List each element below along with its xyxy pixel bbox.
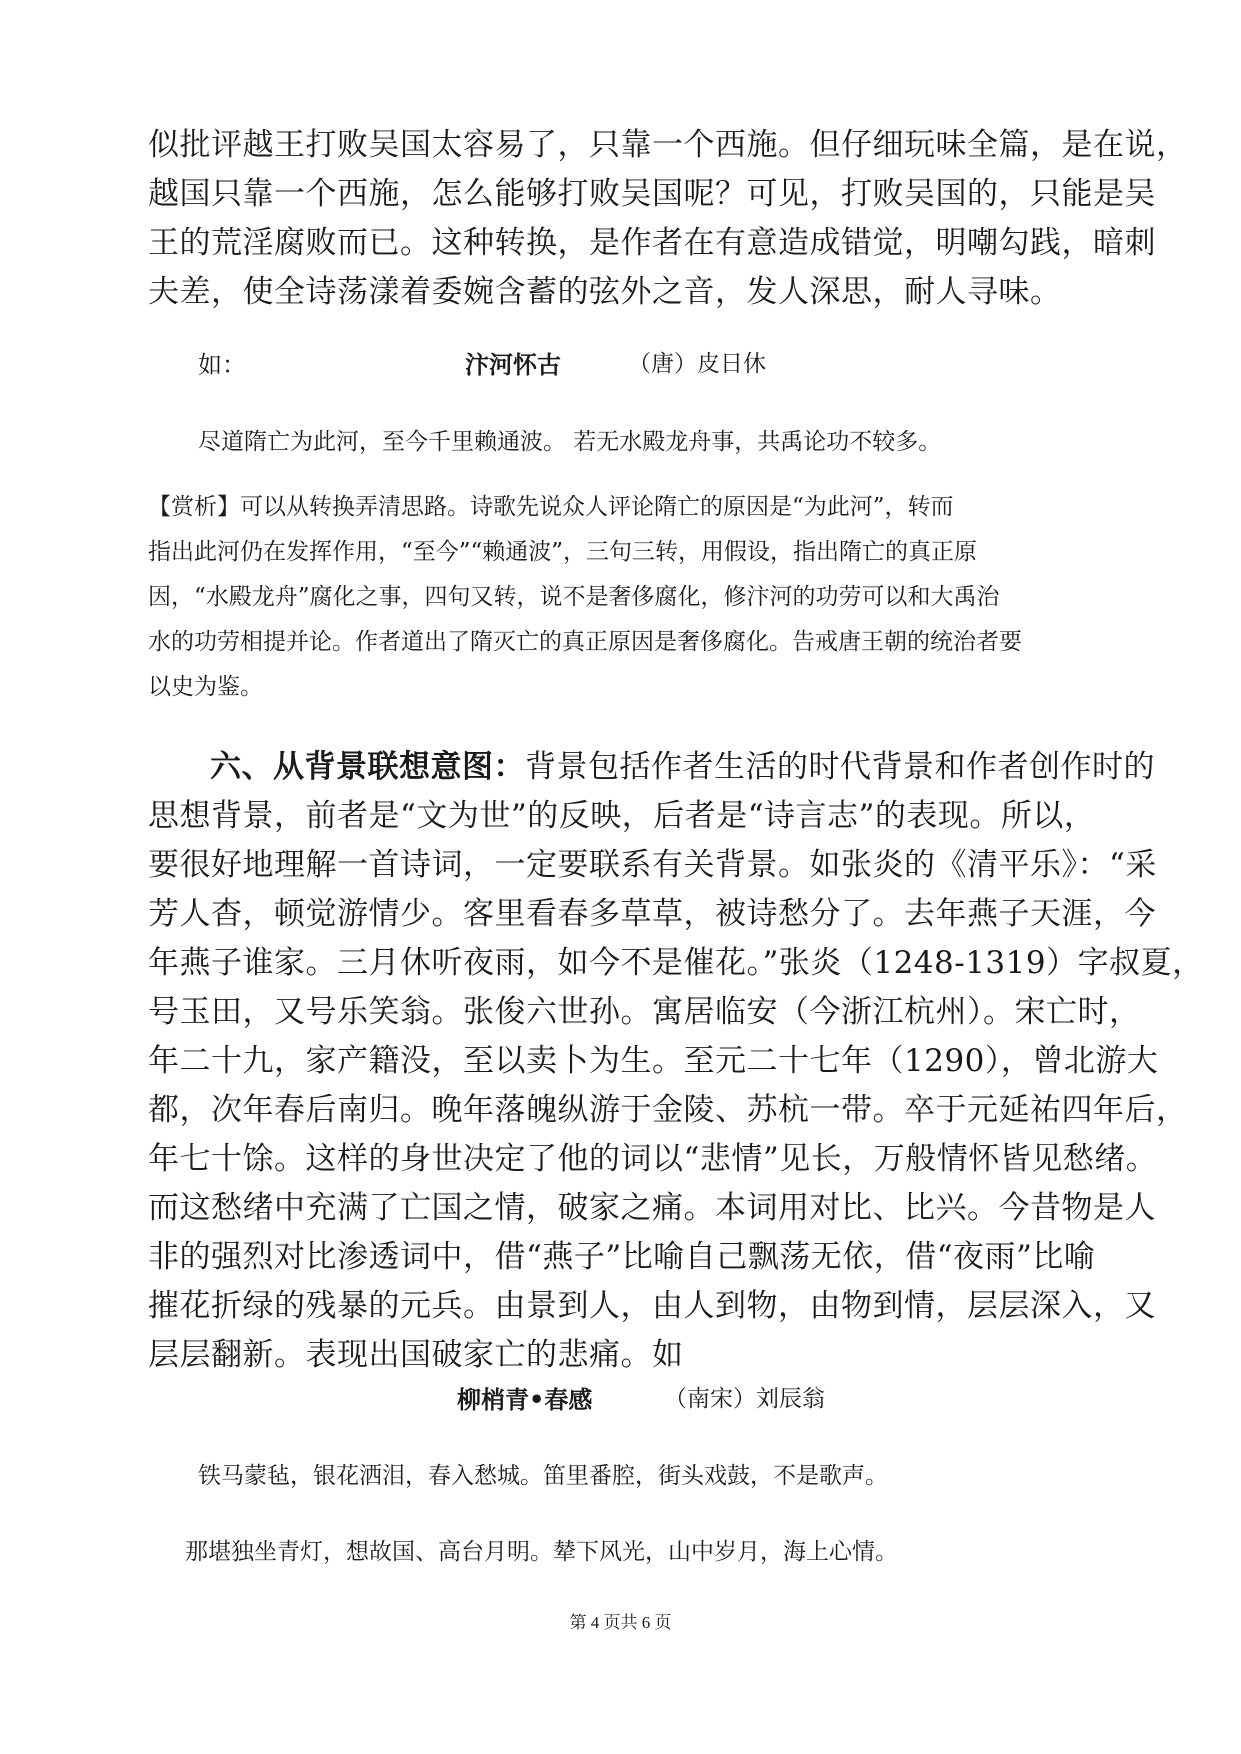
analysis-paragraph xyxy=(148,485,1108,710)
section-heading: 六、从背景联想意图： xyxy=(210,749,525,785)
analysis-text: 可以从转换弄清思路。诗歌先说众人评论隋亡的原因是“为此河”，转而 xyxy=(240,494,954,520)
analysis-line xyxy=(148,485,1108,530)
section-line: 年燕子谁家。三月休听夜雨，如今不是催花。”张炎（1248-1319）字叔夏， xyxy=(148,945,1204,981)
poem-text: 铁马蒙毡，银花洒泪，春入愁城。笛里番腔，街头戏鼓，不是歌声。 xyxy=(198,1463,888,1489)
example-prefix: 如： xyxy=(198,351,246,379)
analysis-line: 水的功劳相提并论。作者道出了隋灭亡的真正原因是奢侈腐化。告戒唐王朝的统治者要 xyxy=(148,629,1022,655)
analysis-line: 以史为鉴。 xyxy=(148,674,263,700)
page-number-footer: 第 4 页共 6 页 xyxy=(569,1613,672,1632)
poem-author: （唐）皮日休 xyxy=(628,351,766,377)
poem-text: 那堪独坐青灯，想故国、高台月明。辇下风光，山中岁月，海上心情。 xyxy=(185,1539,898,1565)
intro-line: 越国只靠一个西施，怎么能够打败吴国呢？可见，打败吴国的，只能是吴 xyxy=(148,176,1156,212)
section-six xyxy=(148,743,1204,1380)
analysis-line: 指出此河仍在发挥作用，“至今”“赖通波”，三句三转，用假设，指出隋亡的真正原 xyxy=(148,539,978,565)
section-line: 而这愁绪中充满了亡国之情，破家之痛。本词用对比、比兴。今昔物是人 xyxy=(148,1190,1156,1226)
section-line: 层层翻新。表现出国破家亡的悲痛。如 xyxy=(148,1337,684,1373)
poem-author: （南宋）刘辰翁 xyxy=(664,1386,825,1412)
section-line: 摧花折绿的残暴的元兵。由景到人，由人到物，由物到情，层层深入，又 xyxy=(148,1288,1156,1324)
poem-text: 尽道隋亡为此河，至今千里赖通波。 若无水殿龙舟事，共禹论功不较多。 xyxy=(198,429,942,455)
section-line: 号玉田，又号乐笑翁。张俊六世孙。寓居临安（今浙江杭州）。宋亡时， xyxy=(148,994,1141,1030)
section-line: 非的强烈对比渗透词中，借“燕子”比喻自己飘荡无依，借“夜雨”比喻 xyxy=(148,1239,1096,1275)
analysis-label: 【赏析】 xyxy=(148,494,240,520)
section-line: 年七十馀。这样的身世决定了他的词以“悲情”见长，万般情怀皆见愁绪。 xyxy=(148,1141,1158,1177)
section-line: 年二十九，家产籍没，至以卖卜为生。至元二十七年（1290），曾北游大 xyxy=(148,1043,1159,1079)
section-six-text: 背景包括作者生活的时代背景和作者创作时的 xyxy=(525,749,1155,785)
section-line: 芳人杳，顿觉游情少。客里看春多草草，被诗愁分了。去年燕子天涯，今 xyxy=(148,896,1156,932)
section-line: 思想背景，前者是“文为世”的反映，后者是“诗言志”的表现。所以， xyxy=(148,798,1096,834)
intro-line: 王的荒淫腐败而已。这种转换，是作者在有意造成错觉，明嘲勾践，暗刺 xyxy=(148,225,1156,261)
intro-line: 似批评越王打败吴国太容易了，只靠一个西施。但仔细玩味全篇，是在说， xyxy=(148,127,1188,163)
section-line: 都，次年春后南归。晚年落魄纵游于金陵、苏杭一带。卒于元延祐四年后， xyxy=(148,1092,1188,1128)
intro-paragraph xyxy=(148,121,1188,317)
intro-line: 夫差，使全诗荡漾着委婉含蓄的弦外之音，发人深思，耐人寻味。 xyxy=(148,274,1062,310)
section-six-first-line xyxy=(148,743,1155,792)
section-line: 要很好地理解一首诗词，一定要联系有关背景。如张炎的《清平乐》：“采 xyxy=(148,847,1157,883)
analysis-line: 因，“水殿龙舟”腐化之事，四句又转，说不是奢侈腐化，修汴河的功劳可以和大禹治 xyxy=(148,584,1000,610)
poem-title: 柳梢青•春感 xyxy=(457,1385,593,1414)
poem-title: 汴河怀古 xyxy=(465,350,561,379)
